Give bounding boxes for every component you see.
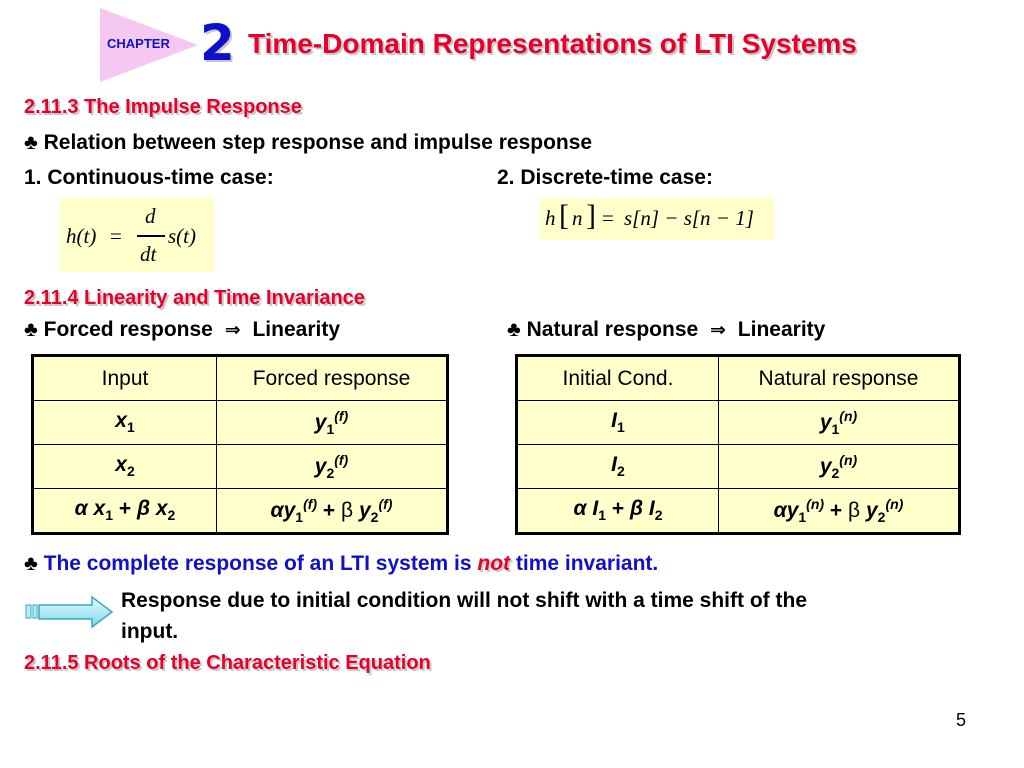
table-header: Natural response: [719, 356, 960, 401]
forced-response-table: [31, 354, 449, 535]
eq-d-lbracket: [: [559, 199, 569, 232]
eq-denominator: dt: [140, 242, 157, 266]
eq-d-n: n: [572, 206, 583, 230]
bullet-forced: ♣ Forced response ⇒ Linearity: [24, 318, 340, 341]
table-cell: $\alpha y_1^{(f)} + \beta$ $y_2^{(f)}$: [217, 489, 448, 534]
table-cell: $y_2^{(n)}$: [719, 445, 960, 489]
eq-d-h: h: [545, 206, 556, 230]
table-cell: $I_2$: [517, 445, 719, 489]
implies-icon: ⇒: [710, 319, 726, 341]
continuous-equation: [60, 198, 214, 272]
implies-icon: ⇒: [224, 319, 241, 341]
table-header: Initial Cond.: [517, 356, 719, 401]
bullet-relation: ♣ Relation between step response and impulse response: [24, 131, 593, 154]
bullet-complete-response: ♣ The complete response of an LTI system is not time invariant.: [24, 552, 659, 575]
club-icon: ♣: [24, 552, 38, 575]
eq-equals: =: [110, 224, 122, 248]
chapter-label: CHAPTER: [107, 36, 170, 51]
chapter-number: 2: [200, 14, 235, 72]
eq-d-equals: =: [602, 206, 614, 230]
bullet-natural: ♣ Natural response ⇒ Linearity: [507, 318, 826, 341]
table-row: [517, 489, 960, 534]
emphasis-not: not: [477, 552, 511, 575]
section-heading-impulse: 2.11.3 The Impulse Response: [24, 96, 302, 118]
table-row: [517, 401, 960, 445]
eq-d-rbracket: ]: [586, 199, 596, 232]
table-cell: $y_1^{(n)}$: [719, 401, 960, 445]
page-number: 5: [955, 710, 966, 730]
table-cell: $y_2^{(f)}$: [217, 445, 448, 489]
table-row: [33, 401, 448, 445]
case-discrete: 2. Discrete-time case:: [497, 166, 713, 189]
table-row: [33, 489, 448, 534]
club-icon: ♣: [507, 318, 521, 341]
eq-d-rhs: s[n] − s[n − 1]: [624, 206, 754, 230]
table-cell: $I_1$: [517, 401, 719, 445]
table-cell: $\alpha y_1^{(n)} + \beta$ $y_2^{(n)}$: [719, 489, 960, 534]
case-continuous: 1. Continuous-time case:: [24, 166, 274, 189]
section-heading-roots: 2.11.5 Roots of the Characteristic Equation: [24, 652, 431, 674]
club-icon: ♣: [24, 131, 38, 154]
table-cell: $x_1$: [33, 401, 217, 445]
section-heading-linearity: 2.11.4 Linearity and Time Invariance: [24, 287, 365, 309]
table-cell: $y_1^{(f)}$: [217, 401, 448, 445]
right-arrow-icon: [24, 594, 114, 630]
note-line-1: Response due to initial condition will not shift with a time shift of the: [121, 589, 807, 612]
fraction-bar: [137, 235, 165, 237]
table-cell: α $x_1 + \beta$ $x_2$: [33, 489, 217, 534]
table-row: [33, 445, 448, 489]
table-header: Forced response: [217, 356, 448, 401]
page-title: Time-Domain Representations of LTI Systems: [248, 28, 857, 59]
table-cell: $x_2$: [33, 445, 217, 489]
note-line-2: input.: [121, 620, 179, 643]
discrete-equation: [540, 198, 774, 240]
eq-lhs: h(t): [66, 224, 97, 248]
club-icon: ♣: [24, 318, 38, 341]
table-row: [517, 445, 960, 489]
eq-numerator: d: [145, 204, 156, 228]
eq-rhs: s(t): [168, 224, 196, 248]
table-cell: α $I_1 + \beta$ $I_2$: [517, 489, 719, 534]
natural-response-table: [515, 354, 961, 535]
table-header: Input: [33, 356, 217, 401]
